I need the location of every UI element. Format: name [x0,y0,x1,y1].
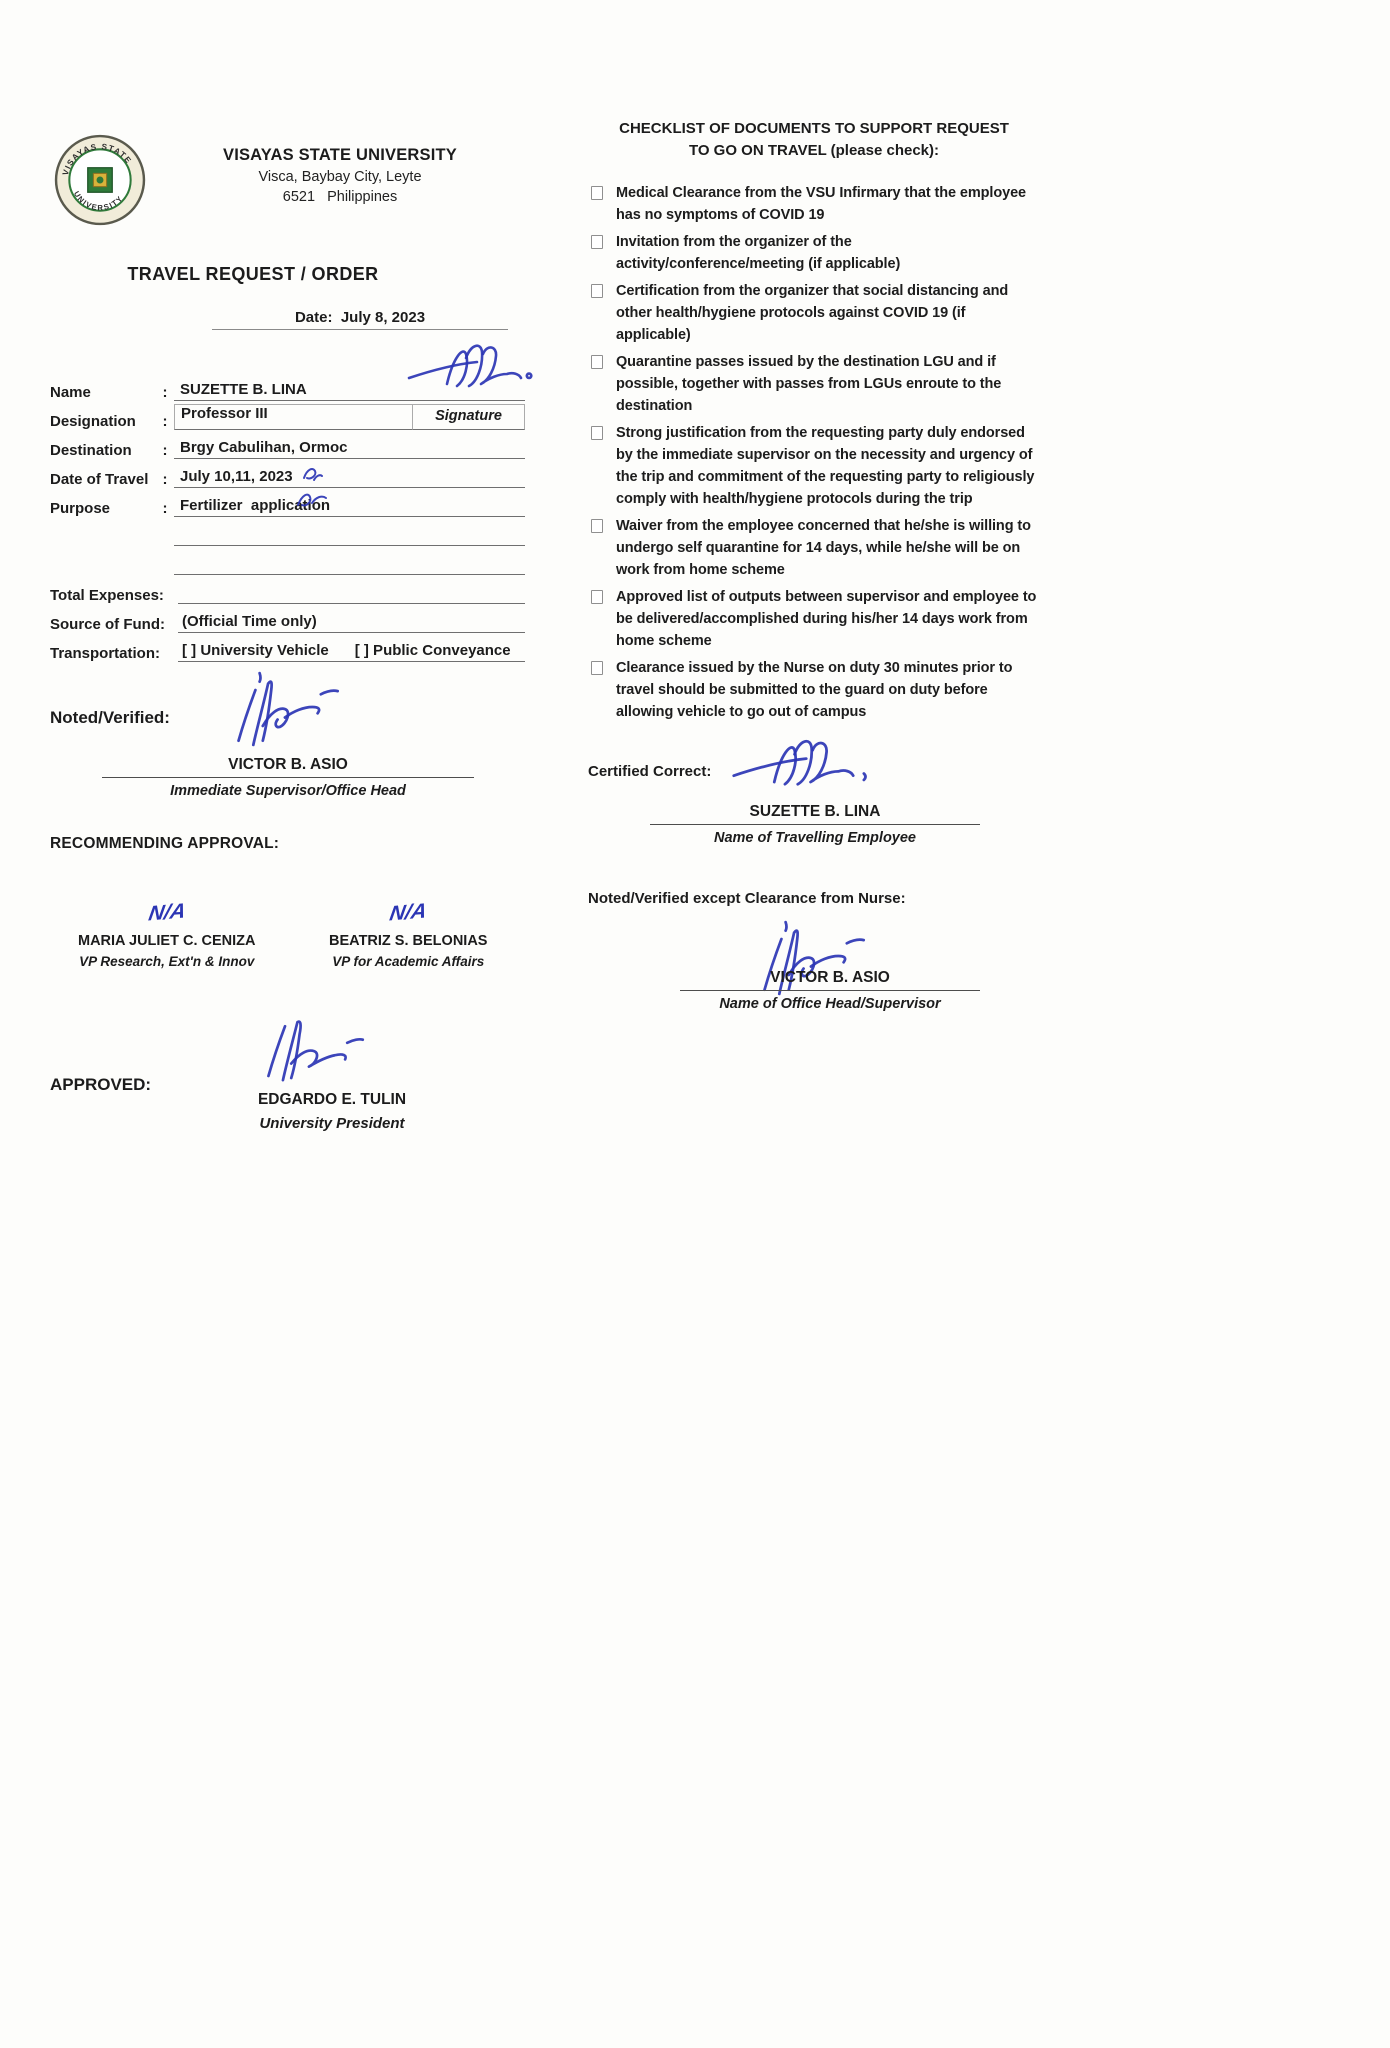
colon: : [162,500,168,517]
designation-label: Designation [50,413,136,430]
office-head-signature-block [680,969,980,1012]
checklist-item-text: Invitation from the organizer of the activity/conference/meeting (if applicable) [616,234,901,272]
checkbox-icon [591,186,603,200]
form-title: TRAVEL REQUEST / ORDER [127,264,379,284]
recommending-approval-heading: RECOMMENDING APPROVAL: [50,835,280,852]
blank-line-2 [174,546,525,575]
checklist-item [588,657,1040,723]
date-line [212,309,508,330]
recommender-1-title: VP Research, Ext'n & Innov [79,954,255,969]
date-of-travel-text: July 10,11, 2023 [180,468,293,485]
recommender-2-title: VP for Academic Affairs [332,954,485,969]
checklist-item-text: Approved list of outputs between supervisor and employee to be delivered/accomplished during his/her 14 days work from home scheme [616,589,1037,649]
office-head-name: VICTOR B. ASIO [680,969,980,991]
travel-request-form [50,128,525,1185]
field-row-source-of-fund [50,604,525,633]
checklist-item [588,280,1040,346]
office-head-caption: Name of Office Head/Supervisor [719,996,941,1012]
office-head-signature-area [588,907,1040,973]
checklist-item-text: Quarantine passes issued by the destination LGU and if possible, together with passes from LGUs enroute to the destination [616,354,1002,414]
colon: : [162,442,168,459]
travelling-employee-signature-block [650,803,980,846]
total-expenses-label: Total Expenses: [50,587,164,604]
signature-ink-victor-1 [228,656,344,760]
signature-ink-employee-2 [726,733,878,797]
checkbox-icon [591,355,603,369]
university-name: VISAYAS STATE UNIVERSITY [222,146,458,164]
noted-except-clearance-label: Noted/Verified except Clearance from Nurse: [588,890,906,907]
designation-value: Professor III [174,404,413,430]
supervisor-title: Immediate Supervisor/Office Head [170,783,406,799]
recommender-ceniza [50,901,284,969]
university-address-line2: 6521 Philippines [282,189,398,205]
total-expenses-value [178,601,525,604]
checklist-items [588,182,1040,723]
source-of-fund-value: (Official Time only) [182,613,317,630]
checklist-title [588,118,1040,162]
checklist-item [588,182,1040,226]
field-row-purpose [50,488,525,517]
certified-correct-label: Certified Correct: [588,763,712,780]
date-of-travel-label: Date of Travel [50,471,149,488]
checkbox-icon [591,519,603,533]
name-value: SUZETTE B. LINA [174,381,525,401]
date-value: July 8, 2023 [340,309,426,326]
colon: : [162,413,168,430]
checkbox-icon [591,590,603,604]
travelling-employee-name: SUZETTE B. LINA [650,803,980,825]
university-header [50,128,525,236]
field-row-date-of-travel [50,459,525,488]
checklist-item [588,586,1040,652]
recommender-1-name: MARIA JULIET C. CENIZA [78,933,256,949]
checklist-item-text: Strong justification from the requesting party duly endorsed by the immediate supervisor on the necessity and urgency of the trip and commitment of the requesting party to religiously comply with health/hygiene protocols during the trip [616,425,1035,507]
certified-correct-section [588,747,1040,803]
transportation-option-university-vehicle: [ ] University Vehicle [182,642,329,659]
purpose-text: Fertilizer application [180,497,331,514]
checklist-item [588,351,1040,417]
handwritten-na-1: N/A [146,899,188,926]
checklist-item [588,231,1040,275]
ink-mark-purpose [292,487,334,511]
date-label: Date: [294,309,333,326]
blank-line-1 [174,517,525,546]
transportation-option-public-conveyance: [ ] Public Conveyance [354,642,511,659]
transportation-label: Transportation: [50,645,161,662]
purpose-value [174,497,525,517]
checklist-item [588,515,1040,581]
supervisor-signature-block [102,756,474,799]
noted-verified-label: Noted/Verified: [50,708,170,727]
university-seal-logo [54,134,146,226]
president-name: EDGARDO E. TULIN [257,1091,407,1108]
supervisor-name: VICTOR B. ASIO [102,756,474,778]
university-address-line1: Visca, Baybay City, Leyte [258,169,422,185]
approved-label: APPROVED: [50,1075,152,1094]
purpose-label: Purpose [50,500,111,517]
travelling-employee-caption: Name of Travelling Employee [714,830,916,846]
ink-mark-date [299,463,325,485]
checklist-title-line2: TO GO ON TRAVEL (please check): [688,142,940,159]
noted-verified-section [50,692,525,756]
recommender-2-name: BEATRIZ S. BELONIAS [329,933,488,949]
handwritten-na-2: N/A [388,899,429,926]
field-row-total-expenses [50,575,525,604]
field-row-destination [50,430,525,459]
checklist-item-text: Clearance issued by the Nurse on duty 30 minutes prior to travel should be submitted to the guard on duty before allowing vehicle to go out of campus [616,660,1013,720]
checklist-title-line1: CHECKLIST OF DOCUMENTS TO SUPPORT REQUEST [619,120,1009,137]
colon: : [162,471,168,488]
checklist-item-text: Waiver from the employee concerned that he/she is willing to undergo self quarantine for 14 days, while he/she will be on work from home scheme [616,518,1031,578]
checkbox-icon [591,235,603,249]
recommenders-row [50,901,525,969]
source-of-fund-label: Source of Fund: [50,616,165,633]
checklist-item [588,422,1040,510]
svg-text:VISAYAS STATE: VISAYAS STATE [60,142,134,177]
colon: : [162,384,168,401]
checkbox-icon [591,426,603,440]
checklist-item-text: Medical Clearance from the VSU Infirmary that the employee has no symptoms of COVID 19 [616,185,1026,223]
svg-text:UNIVERSITY: UNIVERSITY [71,189,126,213]
recommender-belonias [292,901,526,969]
destination-value: Brgy Cabulihan, Ormoc [174,439,525,459]
checklist-item-text: Certification from the organizer that social distancing and other health/hygiene protocols against COVID 19 (if applicable) [616,283,1009,343]
form-fields [50,372,525,517]
date-of-travel-value [174,463,525,488]
signature-ink-edgardo [256,1003,370,1093]
approved-section [50,1045,525,1185]
president-title: University President [259,1115,405,1132]
signature-caption: Signature [413,404,525,430]
checklist-section [588,118,1040,1012]
name-label: Name [50,384,91,401]
checkbox-icon [591,661,603,675]
destination-label: Destination [50,442,132,459]
field-row-designation [50,401,525,430]
checkbox-icon [591,284,603,298]
